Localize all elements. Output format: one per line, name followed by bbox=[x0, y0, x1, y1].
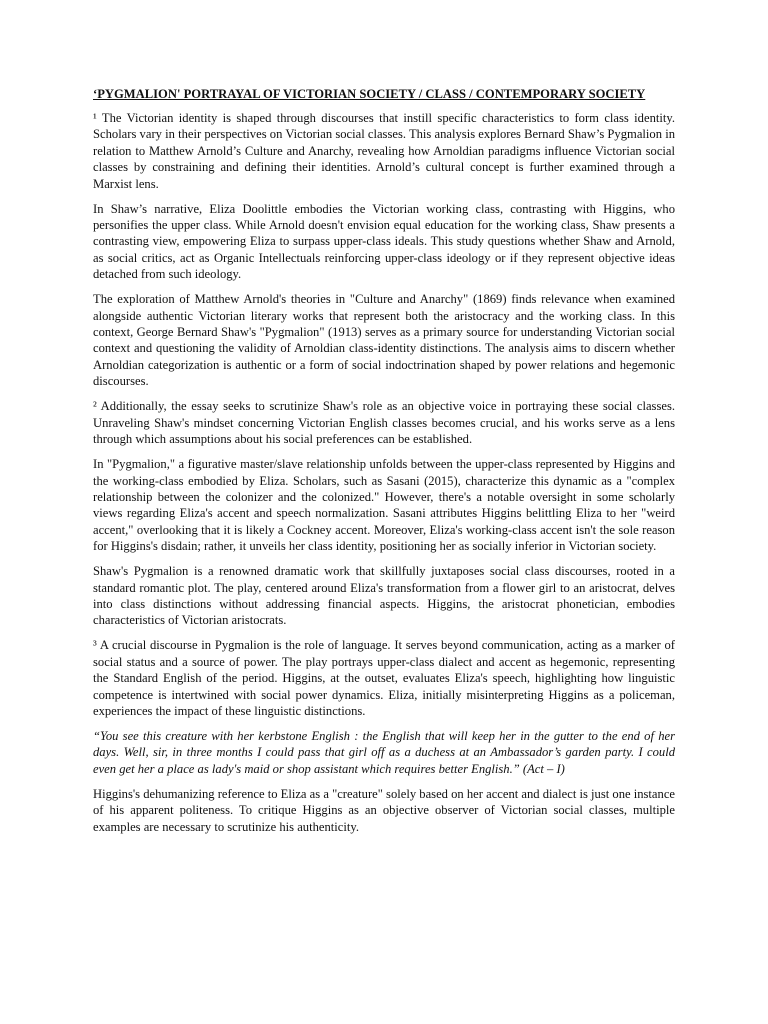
block-quote: “You see this creature with her kerbstone English : the English that will keep her in the gutter to the end of her days. Well, sir, in three months I could pass that girl off as a duchess at an Ambassador’s garden party. I could even get her a place as lady's maid or shop assistant which requires better English.” (Act – I) bbox=[93, 728, 675, 776]
document-page bbox=[93, 86, 675, 844]
paragraph-language-discourse: ³ A crucial discourse in Pygmalion is the role of language. It serves beyond communication, acting as a marker of social status and a source of power. The play portrays upper-class dialect and accent as hegemonic, representing the Standard English of the period. Higgins, at the outset, evaluates Eliza's speech, highlighting how linguistic competence is intertwined with social power dynamics. Eliza, initially misinterpreting Higgins as a policeman, experiences the impact of these linguistic distinctions. bbox=[93, 638, 675, 718]
paragraph-intro: ¹ The Victorian identity is shaped through discourses that instill specific characteristics to form class identity. Scholars vary in their perspectives on Victorian social classes. This analysis explores Bernard Shaw’s Pygmalion in relation to Matthew Arnold’s Culture and Anarchy, revealing how Arnoldian paradigms influence Victorian social classes by constraining and defining their identities. Arnold’s cultural concept is further examined through a Marxist lens. bbox=[93, 111, 675, 191]
paragraph-closing: Higgins's dehumanizing reference to Eliza as a "creature" solely based on her accent and dialect is just one instance of his apparent politeness. To critique Higgins as an objective observer of Victorian social classes, multiple examples are necessary to scrutinize his authenticity. bbox=[93, 786, 675, 834]
paragraph-shaw-role: ² Additionally, the essay seeks to scrutinize Shaw's role as an objective voice in portraying these social classes. Unraveling Shaw's mindset concerning Victorian English classes becomes crucial, and his works serve as a lens through which assumptions about his social preferences can be established. bbox=[93, 399, 675, 447]
document-title: ‘PYGMALION' PORTRAYAL OF VICTORIAN SOCIETY / CLASS / CONTEMPORARY SOCIETY bbox=[93, 87, 646, 101]
paragraph-eliza-doolittle: In Shaw’s narrative, Eliza Doolittle embodies the Victorian working class, contrasting with Higgins, who personifies the upper class. While Arnold doesn't envision equal education for the working class, Shaw presents a contrasting view, empowering Eliza to surpass upper-class ideals. This study questions whether Shaw and Arnold, as social critics, act as Organic Intellectuals reinforcing upper-class ideology or if they represent objective ideas detached from such ideology. bbox=[93, 201, 675, 282]
paragraph-master-slave: In "Pygmalion," a figurative master/slave relationship unfolds between the upper-class represented by Higgins and the working-class embodied by Eliza. Scholars, such as Sasani (2015), characterize this dynamic as a "complex relationship between the colonizer and the colonized." However, there's a notable oversight in some scholarly views regarding Eliza's accent and speech normalization. Sasani attributes Higgins belittling Eliza to her "weird accent," overlooking that it is likely a Cockney accent. Moreover, Eliza's working-class accent isn't the sole reason for Higgins's disdain; rather, it unveils her class identity, positioning her as socially inferior in Victorian society. bbox=[93, 457, 675, 554]
paragraph-arnold-theories: The exploration of Matthew Arnold's theories in "Culture and Anarchy" (1869) finds relevance when examined alongside authentic Victorian literary works that represent both the aristocracy and the working class. In this context, George Bernard Shaw's "Pygmalion" (1913) serves as a primary source for understanding Victorian social context and questioning the validity of Arnoldian class-identity distinctions. The analysis aims to discern whether Arnoldian categorization is authentic or a form of social indoctrination shaped by power relations and hegemonic discourses. bbox=[93, 292, 675, 389]
paragraph-pygmalion-work: Shaw's Pygmalion is a renowned dramatic work that skillfully juxtaposes social class discourses, rooted in a standard romantic plot. The play, centered around Eliza's transformation from a flower girl to an aristocrat, delves into class distinctions without addressing financial aspects. Higgins, the aristocrat phonetician, embodies characteristics of Victorian aristocrats. bbox=[93, 564, 675, 628]
